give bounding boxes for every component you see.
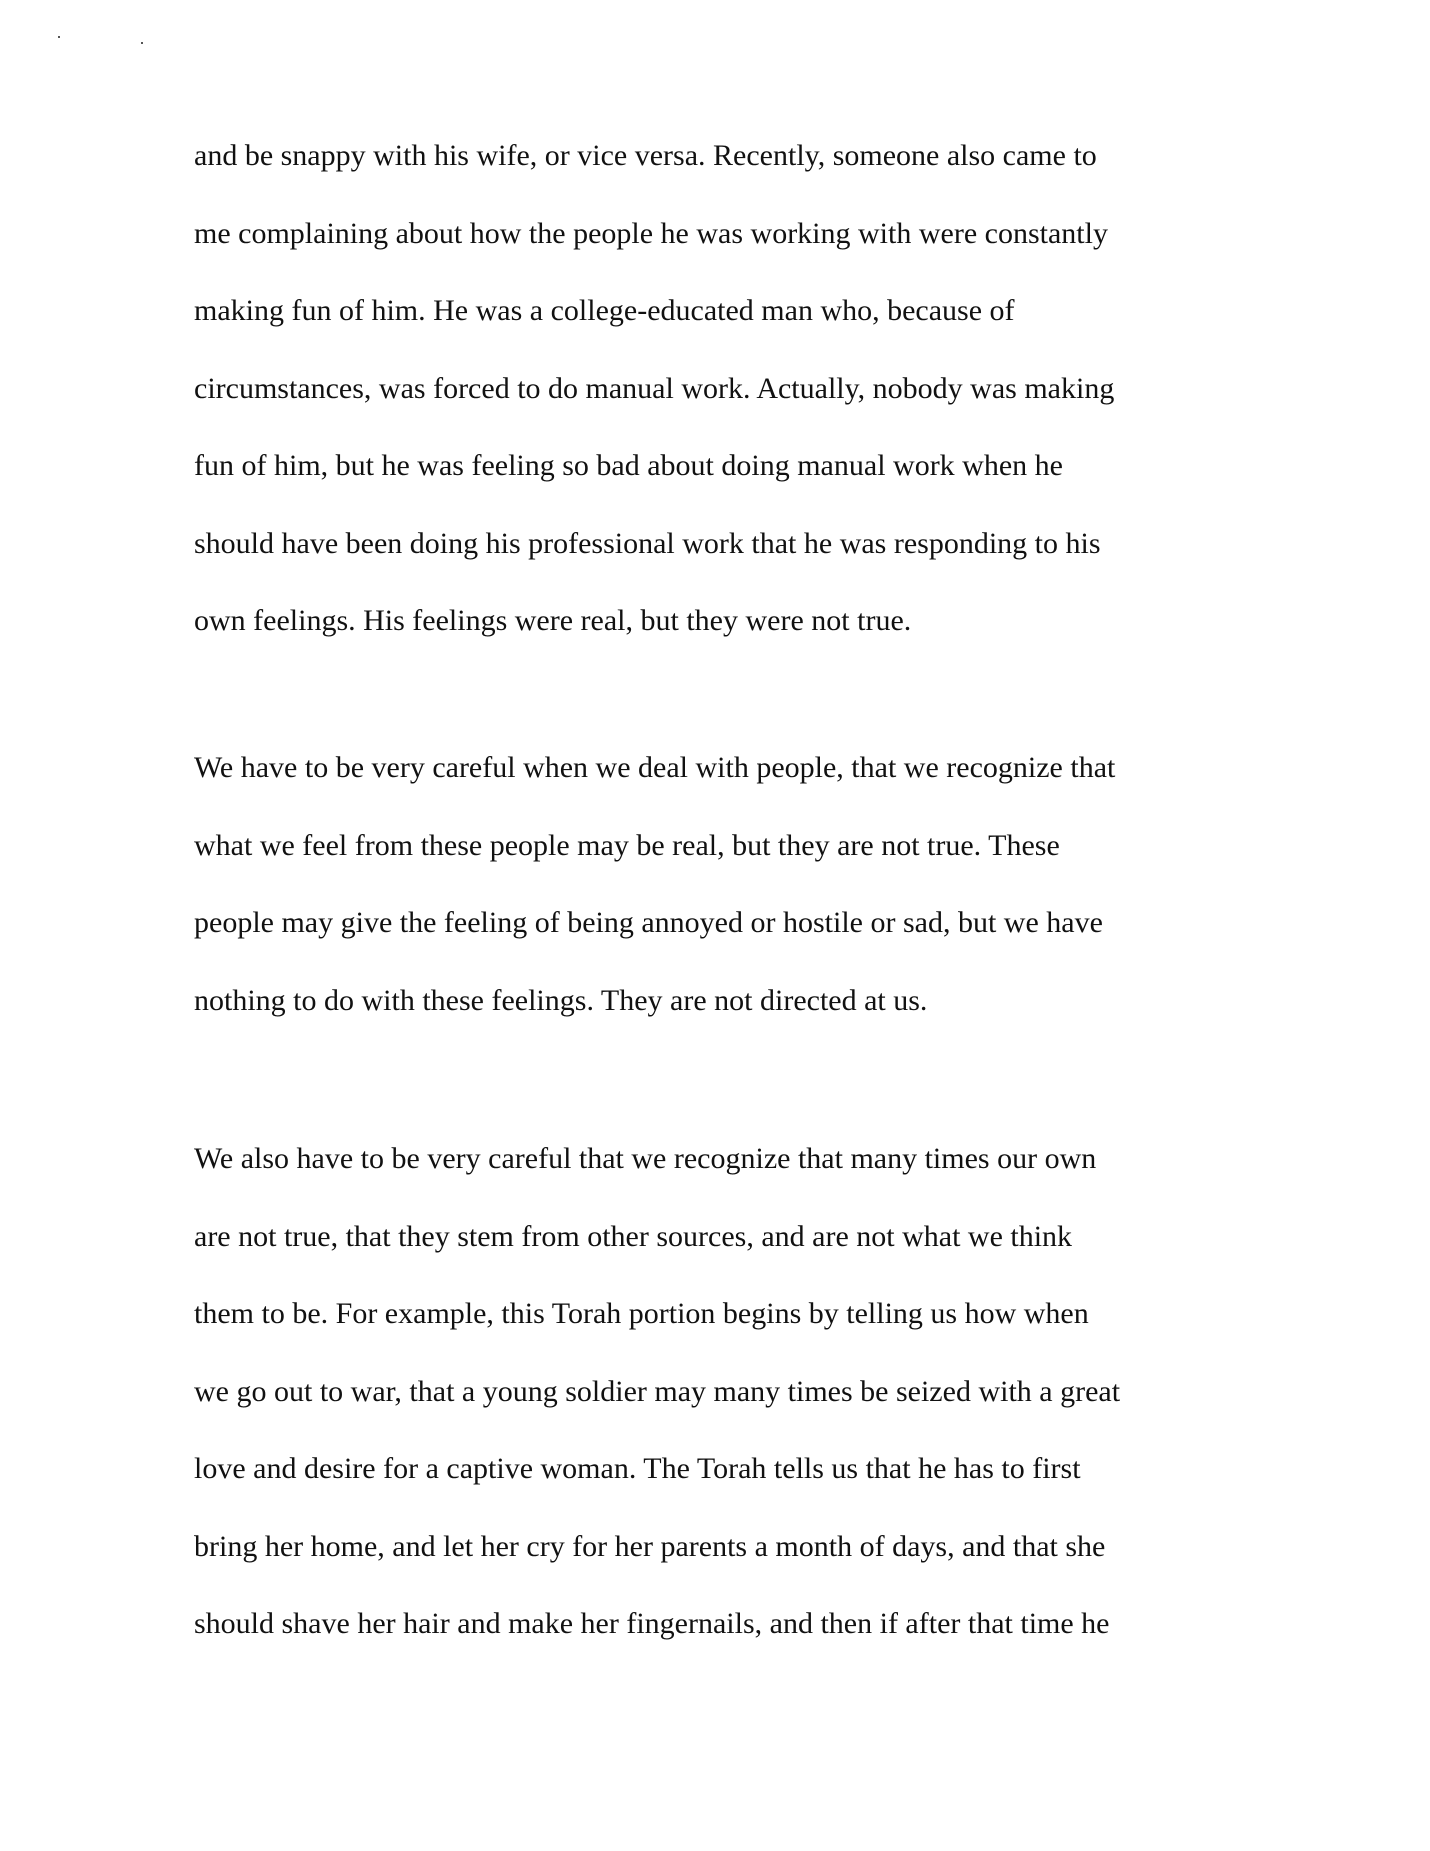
text-line: making fun of him. He was a college-educated man who, because of bbox=[194, 294, 1015, 327]
text-line: them to be. For example, this Torah portion begins by telling us how when bbox=[194, 1297, 1089, 1330]
text-line: nothing to do with these feelings. They are not directed at us. bbox=[194, 983, 928, 1017]
text-line: we go out to war, that a young soldier may many times be seized with a great bbox=[194, 1374, 1121, 1408]
paragraph-3 bbox=[194, 1120, 1120, 1663]
text-line: are not true, that they stem from other sources, and are not what we think bbox=[194, 1219, 1073, 1253]
scan-speck bbox=[141, 42, 143, 44]
text-line: We have to be very careful when we deal with people, that we recognize that bbox=[194, 751, 1116, 784]
text-line: love and desire for a captive woman. The Torah tells us that he has to first bbox=[194, 1452, 1081, 1485]
text-line: should shave her hair and make her fingernails, and then if after that time he bbox=[194, 1607, 1110, 1640]
text-line: should have been doing his professional work that he was responding to his bbox=[194, 526, 1101, 560]
text-line: me complaining about how the people he was working with were constantly bbox=[194, 216, 1108, 250]
text-line: and be snappy with his wife, or vice versa. Recently, someone also came to bbox=[194, 139, 1097, 172]
text-line: fun of him, but he was feeling so bad about doing manual work when he bbox=[194, 449, 1063, 482]
text-line: own feelings. His feelings were real, but they were not true. bbox=[194, 604, 912, 637]
text-line: people may give the feeling of being annoyed or hostile or sad, but we have bbox=[194, 906, 1103, 939]
paragraph-1 bbox=[194, 117, 1114, 660]
paragraph-2 bbox=[194, 729, 1115, 1039]
text-line: We also have to be very careful that we recognize that many times our own bbox=[194, 1142, 1097, 1175]
text-line: circumstances, was forced to do manual work. Actually, nobody was making bbox=[194, 371, 1115, 405]
text-line: what we feel from these people may be real, but they are not true. These bbox=[194, 828, 1060, 862]
text-line: bring her home, and let her cry for her parents a month of days, and that she bbox=[194, 1529, 1106, 1563]
scan-speck bbox=[58, 36, 60, 38]
